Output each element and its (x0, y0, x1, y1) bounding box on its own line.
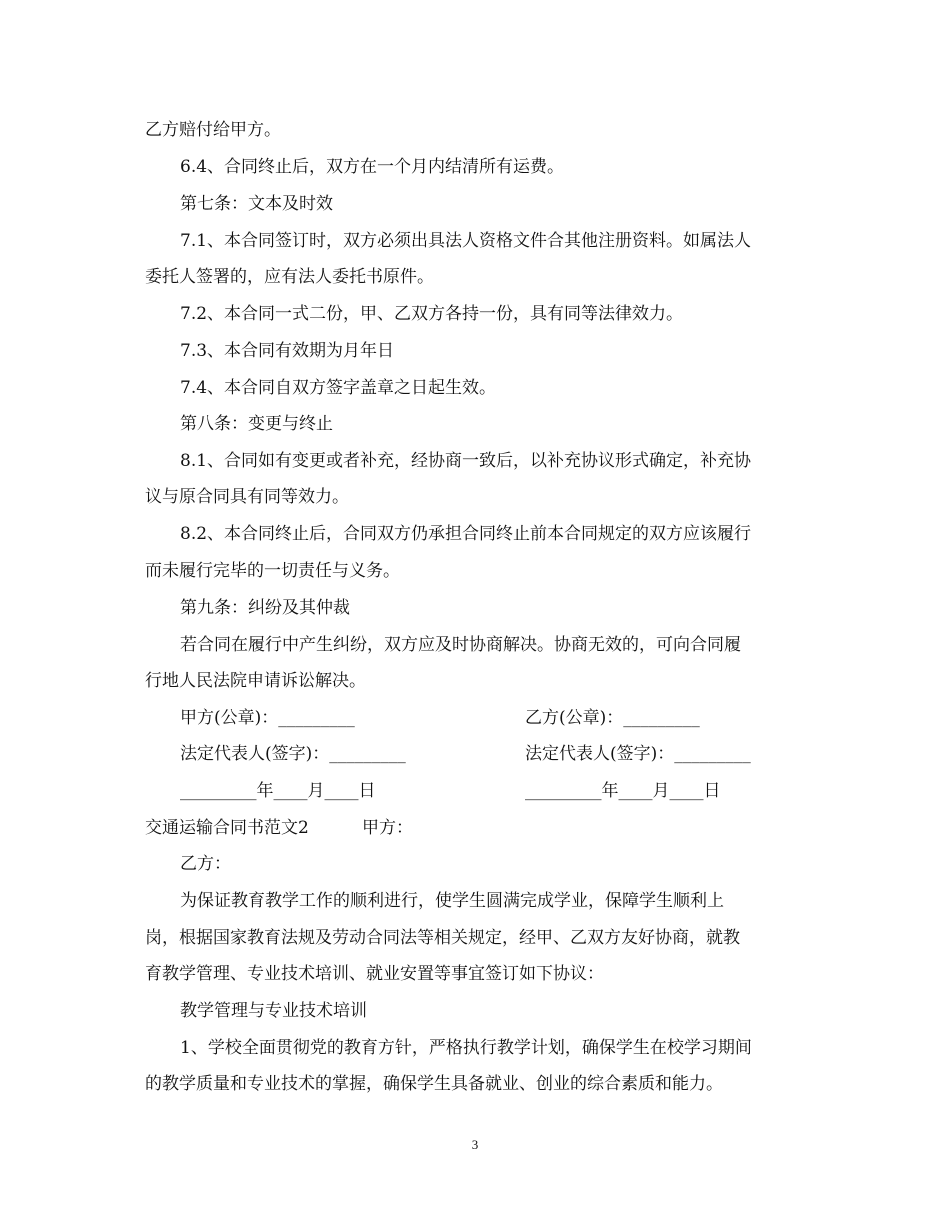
text-line: 若合同在履行中产生纠纷，双方应及时协商解决。协商无效的，可向合同履 (180, 635, 741, 655)
text-line: 而未履行完毕的一切责任与义务。 (145, 561, 400, 581)
party-a-representative-field: 法定代表人(签字)：_________ (180, 744, 406, 764)
party-b-representative-field: 法定代表人(签字)：_________ (525, 744, 751, 764)
party-a-seal-field: 甲方(公章)：_________ (180, 708, 355, 728)
section-heading: 第九条：纠纷及其仲裁 (180, 598, 350, 618)
party-b-label: 乙方： (180, 854, 231, 874)
text-line: 1、学校全面贯彻党的教育方针，严格执行教学计划，确保学生在校学习期间 (180, 1038, 752, 1058)
party-b-date-field: _________年____月____日 (525, 781, 721, 801)
text-line: 8.2、本合同终止后，合同双方仍承担合同终止前本合同规定的双方应该履行 (180, 524, 752, 544)
text-line: 7.1、本合同签订时，双方必须出具法人资格文件合其他注册资料。如属法人 (180, 231, 752, 251)
text-line: 为保证教育教学工作的顺利进行，使学生圆满完成学业，保障学生顺利上 (180, 891, 724, 911)
text-line: 委托人签署的，应有法人委托书原件。 (145, 267, 434, 287)
contract-title: 交通运输合同书范文2 (145, 818, 309, 838)
text-line: 行地人民法院申请诉讼解决。 (145, 671, 366, 691)
text-line: 岗，根据国家教育法规及劳动合同法等相关规定，经甲、乙双方友好协商，就教 (145, 928, 740, 948)
text-line: 育教学管理、专业技术培训、就业安置等事宜签订如下协议： (145, 964, 604, 984)
section-heading: 第七条：文本及时效 (180, 194, 333, 214)
text-line: 的教学质量和专业技术的掌握，确保学生具备就业、创业的综合素质和能力。 (145, 1074, 723, 1094)
section-heading: 教学管理与专业技术培训 (180, 1001, 367, 1021)
text-line: 7.2、本合同一式二份，甲、乙双方各持一份，具有同等法律效力。 (180, 304, 684, 324)
text-line: 7.4、本合同自双方签字盖章之日起生效。 (180, 378, 497, 398)
text-line: 乙方赔付给甲方。 (145, 120, 281, 140)
party-b-seal-field: 乙方(公章)：_________ (525, 708, 700, 728)
text-line: 议与原合同具有同等效力。 (145, 487, 349, 507)
party-a-date-field: _________年____月____日 (180, 781, 376, 801)
text-line: 6.4、合同终止后，双方在一个月内结清所有运费。 (180, 157, 565, 177)
party-a-label: 甲方： (362, 818, 413, 838)
text-line: 8.1、合同如有变更或者补充，经协商一致后，以补充协议形式确定，补充协 (180, 451, 752, 471)
text-line: 7.3、本合同有效期为月年日 (180, 341, 395, 361)
page-number: 3 (471, 1137, 479, 1152)
section-heading: 第八条：变更与终止 (180, 414, 333, 434)
